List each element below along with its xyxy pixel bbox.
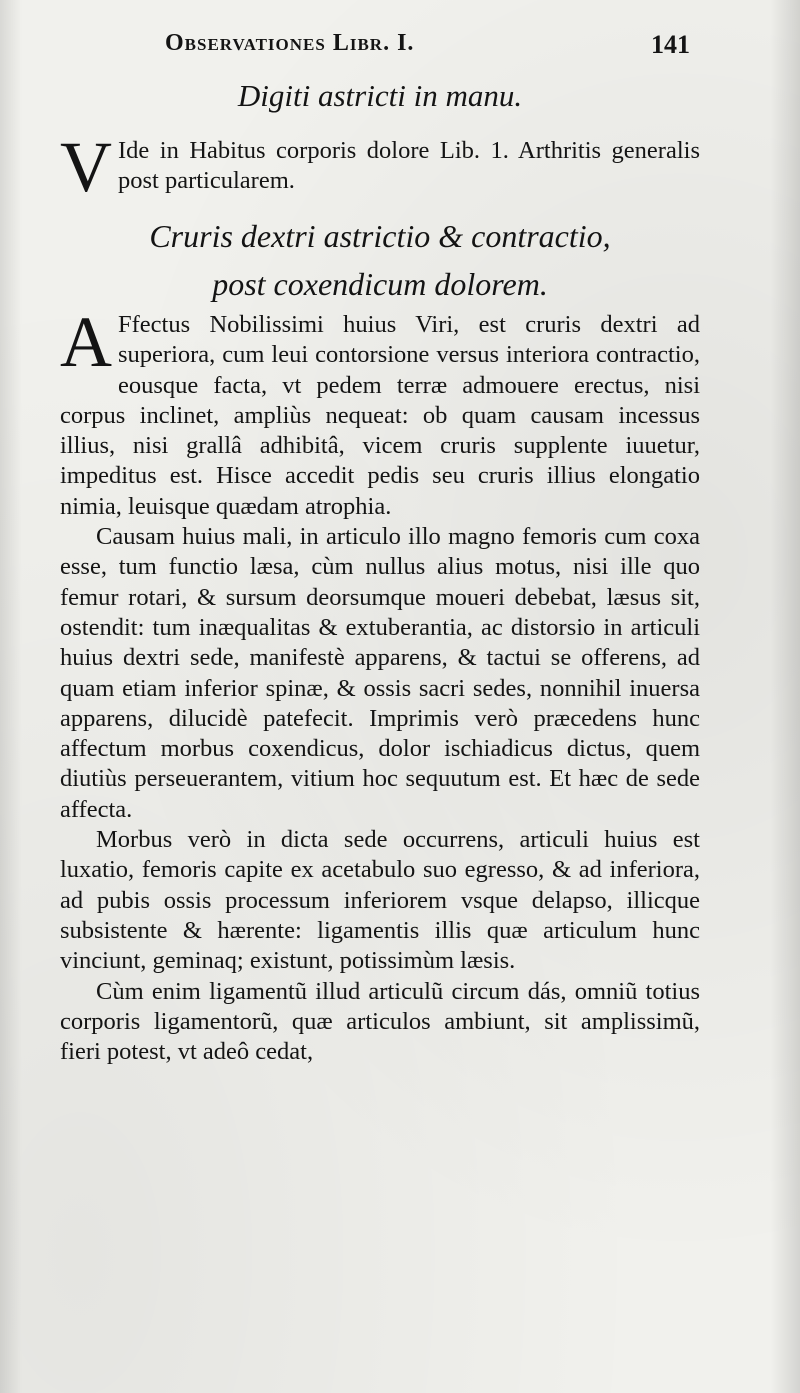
paragraph xyxy=(60,302,700,522)
page-number: 141 xyxy=(651,30,690,59)
paragraph: Causam huius mali, in articulo illo magno femoris cum coxa esse, tum functio læsa, cùm nullus alius motus, nisi ille quo femur rotari, & sursum deorsumque moueri debebat, læsus sit, ostendit: tum inæqualitas & extuberantia, ac distorsio in articuli huius dextri sede, manifestè apparens, & tactui se offerens, ad quam etiam inferior spinæ, & ossis sacri sedes, nonnihil inuersa apparens, dilucidè patefecit. Imprimis verò præcedens hunc affectum morbus coxendicus, dolor ischiadicus dictus, quem diutiùs perseuerantem, vitium hoc sequutum est. Et hæc de sede affecta. xyxy=(60,523,700,823)
drop-cap: V xyxy=(60,127,112,207)
page-left-shadow xyxy=(0,0,22,1393)
paragraph-text: Ffectus Nobilissimi huius Viri, est cruris dextri ad superiora, cum leui contorsione versus interiora contractio, eousque facta, vt pedem terræ admouere erectus, nisi corpus inclinet, ampliùs nequeat: ob quam causam incessus illius, nisi grallâ adhibitâ, vicem cruris supplente iuuetur, impeditus est. Hisce accedit pedis seu cruris illius elongatio nimia, leuisque quædam atrophia. xyxy=(60,311,700,520)
page-right-shadow xyxy=(770,0,800,1393)
section-title-line: Cruris dextri astrictio & contractio, xyxy=(149,218,611,254)
section-title-line: post coxendicum dolorem. xyxy=(212,266,548,302)
section-body-digiti xyxy=(60,127,700,207)
paragraph: Morbus verò in dicta sede occurrens, articuli huius est luxatio, femoris capite ex acetabulo suo egresso, & ad inferiora, ad pubis ossis processum inferiorem vsque delapso, illicque subsistente & hærente: ligamentis illis quæ articulum hunc vinciunt, geminaq; existunt, potissimùm læsis. xyxy=(60,826,700,975)
page-header xyxy=(165,30,690,66)
paragraph xyxy=(60,127,700,207)
paragraph-text: Ide in Habitus corporis dolore Lib. 1. Arthritis generalis post particularem. xyxy=(118,137,700,195)
section-title-cruris xyxy=(60,212,700,308)
paragraph: Cùm enim ligamentũ illud articulũ circum dás, omniũ totius corporis ligamentorũ, quæ articulos ambiunt, sit amplissimũ, fieri potest, vt adeô cedat, xyxy=(60,977,700,1066)
running-head: Observationes Libr. I. xyxy=(165,30,415,56)
section-title-digiti: Digiti astricti in manu. xyxy=(237,78,523,113)
drop-cap: A xyxy=(60,302,112,382)
section-body-cruris xyxy=(60,302,700,1067)
